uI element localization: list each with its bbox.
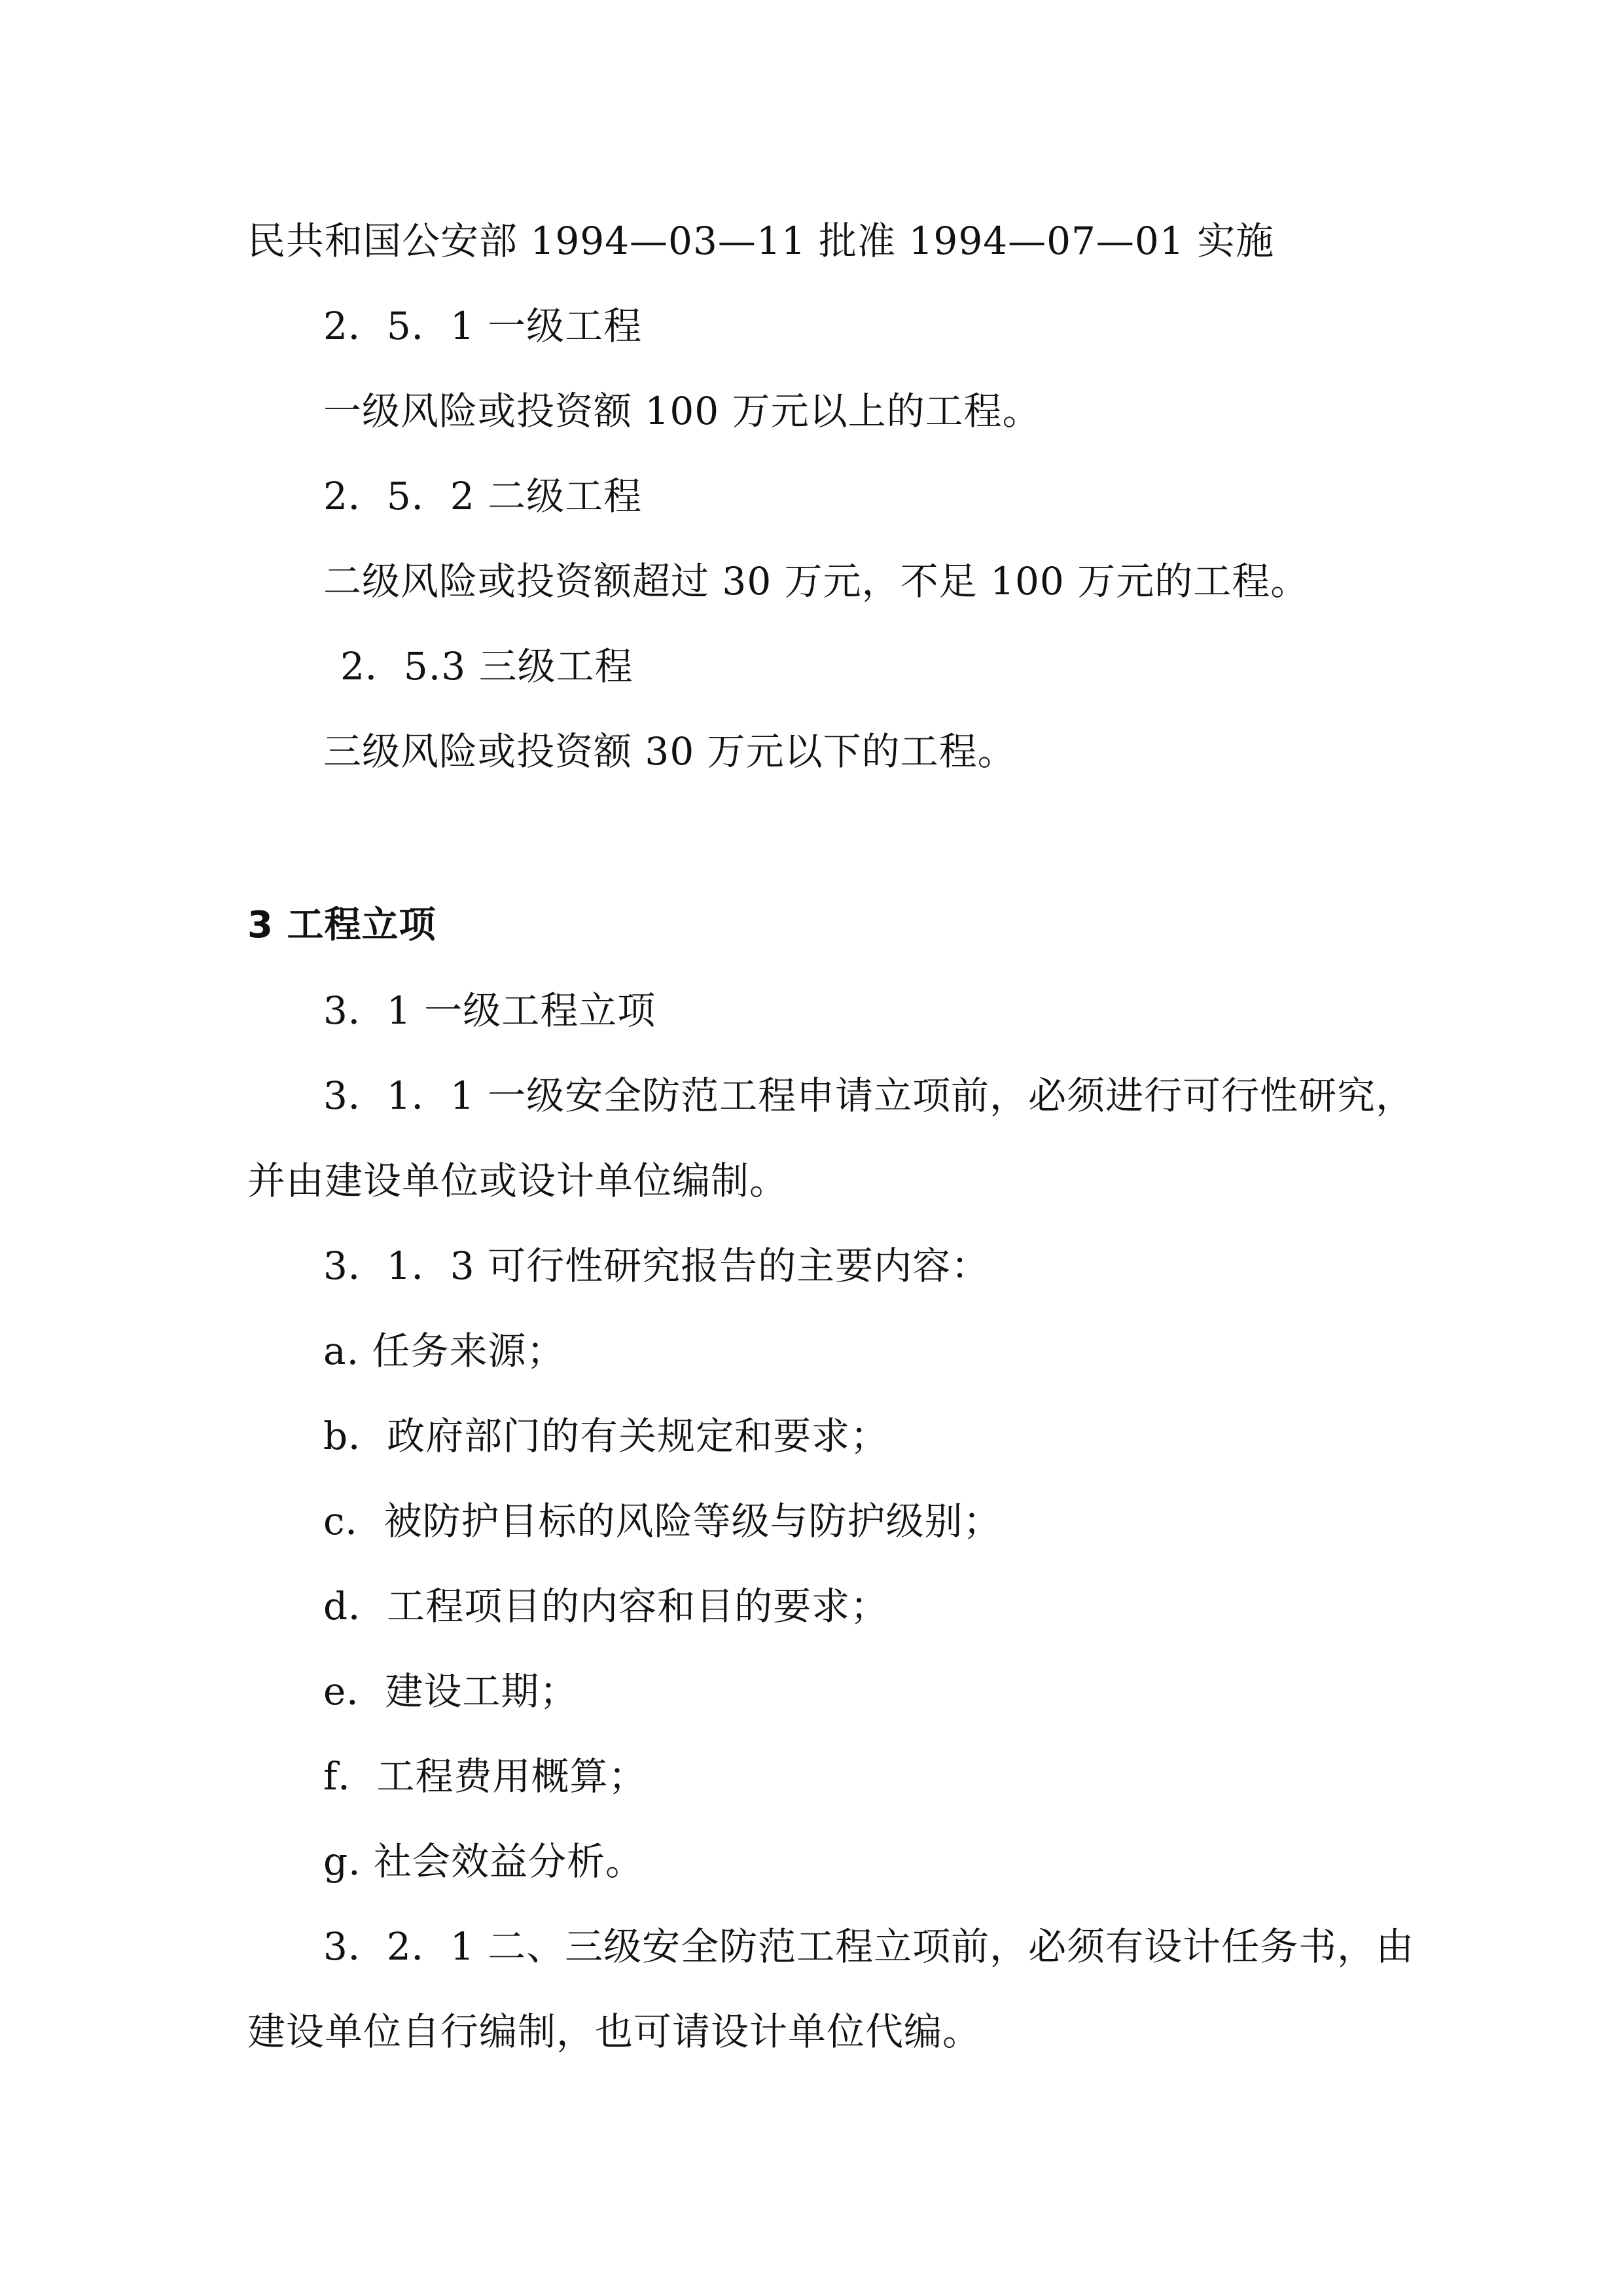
list-item-e: e．建设工期； [323,1669,579,1713]
list-item-f: f．工程费用概算； [323,1754,647,1799]
section-3-1-heading: 3．1 一级工程立项 [323,988,656,1033]
section-2-5-1-text: 一级风险或投资额 100 万元以上的工程。 [323,389,1041,433]
section-2-5-1-heading: 2．5．1 一级工程 [323,304,643,348]
list-item-c: c．被防护目标的风险等级与防护级别； [323,1499,1002,1543]
paragraph-continuation: 民共和国公安部 1994—03—11 批准 1994—07—01 实施 [247,219,1275,263]
section-3-1-3-text: 3．1．3 可行性研究报告的主要内容： [323,1244,990,1288]
section-2-5-2-text: 二级风险或投资额超过 30 万元，不足 100 万元的工程。 [323,559,1310,603]
section-2-5-2-heading: 2．5．2 二级工程 [323,474,643,518]
section-3-2-1-text: 3．2．1 二、三级安全防范工程立项前，必须有设计任务书，由 [323,1924,1415,1969]
section-2-5-3-heading: 2．5.3 三级工程 [340,644,633,689]
list-item-b: b．政府部门的有关规定和要求； [323,1414,889,1458]
section-3-1-1-text-continued: 并由建设单位或设计单位编制。 [247,1158,789,1203]
list-item-g: g. 社会效益分析。 [323,1839,645,1884]
chapter-3-heading: 3 工程立项 [247,904,437,946]
list-item-d: d．工程项目的内容和目的要求； [323,1584,889,1628]
section-2-5-3-text: 三级风险或投资额 30 万元以下的工程。 [323,729,1016,774]
section-3-2-1-text-continued: 建设单位自行编制，也可请设计单位代编。 [247,2009,982,2054]
list-item-a: a. 任务来源； [323,1329,565,1373]
section-3-1-1-text: 3．1．1 一级安全防范工程申请立项前，必须进行可行性研究， [323,1073,1415,1118]
